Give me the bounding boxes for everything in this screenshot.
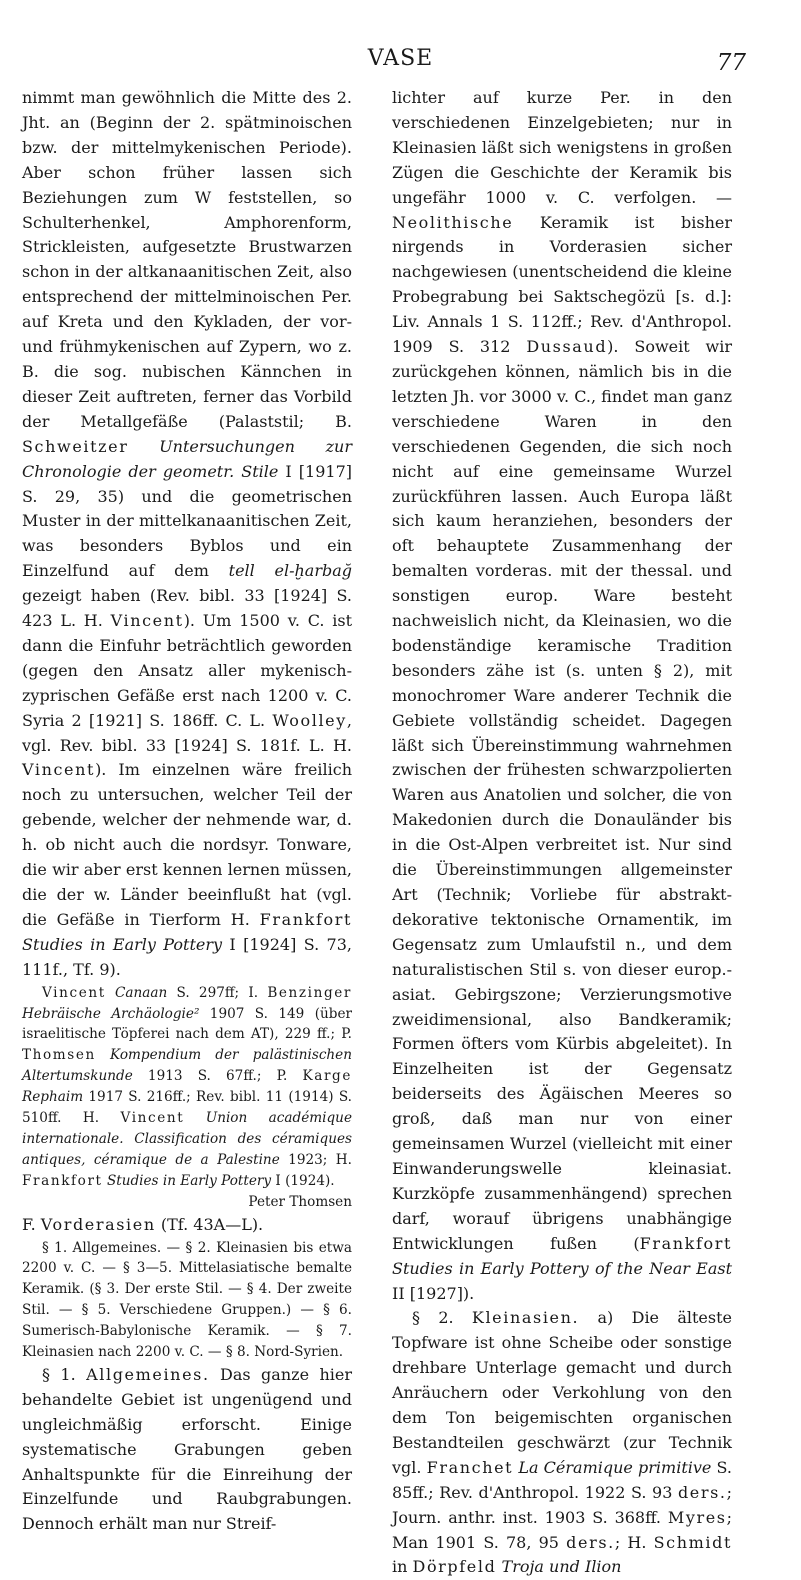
- text-run: , vgl. Rev. bibl. 33 [1924] S. 181f. L. H.: [22, 710, 352, 755]
- author-name: Frankfort: [639, 1233, 732, 1253]
- author-name: Frankfort: [22, 1172, 103, 1189]
- book-title: Troja und Ilion: [501, 1557, 622, 1577]
- author-name: Frankfort: [259, 909, 352, 929]
- page-header: [0, 40, 801, 80]
- text-run: Keramik ist bisher nirgends in Vorderasien sicher nachgewiesen (unentscheidend die kleine Probegrabung bei Saktschegözü [s. d.]: Liv. Annals 1 S. 112ff.; Rev. d'Anthropol. 1909 S. 312: [392, 212, 732, 357]
- text-run: [128, 437, 159, 456]
- running-head: VASE: [367, 46, 434, 71]
- text-run: in: [392, 1557, 413, 1577]
- book-title: Canaan: [115, 984, 168, 1001]
- text-run: ; H.: [614, 1532, 654, 1552]
- author-name: Thomsen: [22, 1047, 96, 1064]
- book-title: Rephaim: [22, 1089, 84, 1106]
- section-plate-ref: (Tf. 43A—L).: [155, 1214, 264, 1234]
- paragraph: [22, 1363, 352, 1537]
- author-name: Vincent: [22, 760, 96, 780]
- text-run: nimmt man gewöhnlich die Mitte des 2. Jht. an (Beginn der 2. spätminoischen bzw. der mittelmykenischen Periode). Aber schon früher lassen sich Beziehungen zum W feststellen, so Schulterhenkel, Amphorenform, Strickleisten, aufgesetzte Brustwarzen schon in der altkanaanitischen Zeit, also entsprechend der mittelminoischen Per. auf Kreta und den Kykladen, der vor- und frühmykenischen auf Zypern, wo z. B. die sog. nubischen Kännchen in dieser Zeit auftreten, ferner das Vorbild der Metallgefäße (Palaststil; B.: [22, 88, 352, 431]
- text-run: I (1924).: [271, 1172, 335, 1189]
- text-run: 1913 S. 67ff.; P.: [132, 1068, 303, 1085]
- text-run: 1917 S. 216ff.; Rev. bibl. 11 (1914) S. 510ff. H.: [22, 1089, 352, 1127]
- text-run: [96, 1047, 110, 1063]
- text-run: lichter auf kurze Per. in den verschiedenen Einzelgebieten; nur in Kleinasien läßt sich wenigstens in großen Zügen die Geschichte der Keramik bis ungefähr 1000 v. C. verfolgen. —: [392, 88, 732, 207]
- book-title: Hebräische Archäologie²: [22, 1005, 200, 1022]
- book-title: Union académique internationale. Classification des céramiques antiques, céramique de a Palestine: [22, 1110, 352, 1168]
- article-signature: Peter Thomsen: [248, 1193, 352, 1210]
- text-run: 1907 S. 149 (über israelitische Töpferei nach dem AT), 229 ff.; P.: [22, 1005, 352, 1043]
- text-run: S. 297ff; I.: [167, 984, 268, 1001]
- subsection-title: Kleinasien.: [471, 1308, 580, 1328]
- text-run: ; Journ. anthr. inst. 1903 S. 368ff.: [392, 1482, 732, 1527]
- text-run: ; Man 1901 S. 78, 95: [392, 1507, 732, 1552]
- author-name: Vincent: [110, 611, 184, 631]
- section-number: § 2.: [412, 1308, 472, 1328]
- text-run: [106, 985, 115, 1001]
- paragraph: [22, 86, 352, 983]
- section-heading: [22, 1213, 352, 1238]
- paragraph: [392, 1306, 732, 1580]
- text-run: ). Soweit wir zurückgehen können, nämlich bis in die letzten Jh. vor 3000 v. C., findet man ganz verschiedene Waren in den verschiedenen Gegenden, die sich noch nicht auf eine gemeinsame Wurzel zurückführen lassen. Auch Europa läßt sich kaum heranziehen, besonders der oft behauptete Zusammenhang der bemalten vorderas. mit der thessal. und sonstigen europ. Ware besteht nachweislich nicht, da Kleinasien, wo die bodenständige keramische Tradition besonders zähe ist (s. unten § 2), mit monochromer Ware anderer Technik die Gebiete vollständig scheidet. Dagegen läßt sich Übereinstimmung wahrnehmen zwischen der frühesten schwarzpolierten Waren aus Anatolien und solcher, die von Makedonien durch die Donauländer bis in die Ost-Alpen verbreitet ist. Nur sind die Übereinstimmungen allgemeinster Art (Technik; Vorliebe für abstrakt-dekorative tektonische Ornamentik, im Gegensatz zum Umlaufstil n., und dem naturalistischen Stil s. von dieser europ.-asiat. Gebirgszone; Verzierungsmotive zweidimensional, also Bandkeramik; Formen öfters vom Kürbis abgeleitet). In Einzelheiten ist der Gegensatz beiderseits des Ägäischen Meeres so groß, daß man nur von einer gemeinsamen Wurzel (vielleicht mit einer Einwanderungswelle kleinasiat. Kurzköpfe zusammenhängend) sprechen darf, worauf übrigens unabhängige Entwicklungen fußen (: [392, 337, 732, 1253]
- author-name: Vincent: [42, 984, 106, 1001]
- paragraph: [392, 86, 732, 1306]
- bibliography: [22, 983, 352, 1192]
- text-run: II [1927]).: [392, 1283, 475, 1303]
- author-name: Franchet: [426, 1457, 514, 1477]
- text-run: gezeigt haben (Rev. bibl. 33 [1924] S. 423 L. H.: [22, 586, 352, 631]
- book-title: La Céramique primitive: [518, 1457, 712, 1477]
- author-name: ders.: [677, 1482, 727, 1502]
- left-column: [22, 86, 352, 1537]
- text-run: Das ganze hier behandelte Gebiet ist ungenügend und ungleichmäßig erforscht. Einige systematische Grabungen geben Anhaltspunkte für die Einreihung der Einzelfunde und Raubgrabungen. Dennoch erhält man nur Streif-: [22, 1364, 353, 1534]
- author-name: Schmidt: [653, 1532, 733, 1552]
- section-number: § 1.: [42, 1364, 87, 1384]
- book-title: Studies in Early Pottery: [106, 1172, 272, 1189]
- place-name: tell el-ḫarbağ: [228, 561, 352, 581]
- section-toc: § 1. Allgemeines. — § 2. Kleinasien bis etwa 2200 v. C. — § 3—5. Mittelasiatische bemalte Keramik. (§ 3. Der erste Stil. — § 4. Der zweite Stil. — § 5. Verschiedene Gruppen.) — § 6. Sumerisch-Babylonische Keramik. — § 7. Kleinasien nach 2200 v. C. — § 8. Nord-Syrien.: [22, 1239, 352, 1361]
- text-run: [184, 1110, 205, 1126]
- text-run: I [1917] S. 29, 35) und die geometrischen Muster in der mittelkanaanitischen Zeit, was besonders Byblos und ein Einzelfund auf dem: [22, 461, 352, 581]
- section-letter: F.: [22, 1214, 41, 1234]
- author-name: Vincent: [120, 1110, 185, 1127]
- book-title: Untersuchungen zur Chronologie der geometr. Stile: [22, 436, 352, 481]
- text-run: I [1924] S. 73, 111f., Tf. 9).: [22, 934, 352, 979]
- right-column: [392, 86, 732, 1580]
- author-name: Woolley: [272, 710, 347, 730]
- text-run: 1923; H.: [279, 1151, 352, 1168]
- text-run: S. 85ff.; Rev. d'Anthropol. 1922 S. 93: [392, 1457, 732, 1502]
- text-run: ). Um 1500 v. C. ist dann die Einfuhr beträchtlich geworden (gegen den Ansatz aller mykenisch-zyprischen Gefäße erst nach 1200 v. C. Syria 2 [1921] S. 186ff. C. L.: [22, 611, 353, 730]
- author-name: Benzinger: [267, 984, 353, 1001]
- author-name: ders.: [566, 1532, 615, 1552]
- section-title: Vorderasien: [40, 1214, 156, 1234]
- author-name: Dörpfeld: [412, 1557, 497, 1577]
- emphasis-term: Neolithische: [392, 212, 514, 232]
- author-name: Schweitzer: [22, 436, 129, 456]
- book-title: Kompendium der palästinischen Altertumskunde: [22, 1047, 352, 1085]
- text-run: a) Die älteste Topfware ist ohne Scheibe oder sonstige drehbare Unterlage gemacht und durch Anräuchern oder Verkohlung von den dem Ton beigemischten organischen Bestandteilen geschwärzt (zur Technik vgl.: [392, 1308, 733, 1477]
- page-number: 77: [716, 50, 746, 76]
- subsection-title: Allgemeines.: [86, 1364, 210, 1384]
- book-title: Studies in Early Pottery: [22, 934, 223, 954]
- author-name: Karge: [302, 1068, 352, 1085]
- author-name: Myres: [667, 1507, 727, 1527]
- author-name: Dussaud: [526, 337, 608, 357]
- book-title: Studies in Early Pottery of the Near East: [392, 1258, 732, 1278]
- text-run: ). Im einzelnen wäre freilich noch zu untersuchen, welcher Teil der gebende, welcher der nehmende war, d. h. ob nicht auch die nordsyr. Tonware, die wir aber erst kennen lernen müssen, die der w. Länder beeinflußt hat (vgl. die Gefäße in Tierform H.: [22, 760, 352, 929]
